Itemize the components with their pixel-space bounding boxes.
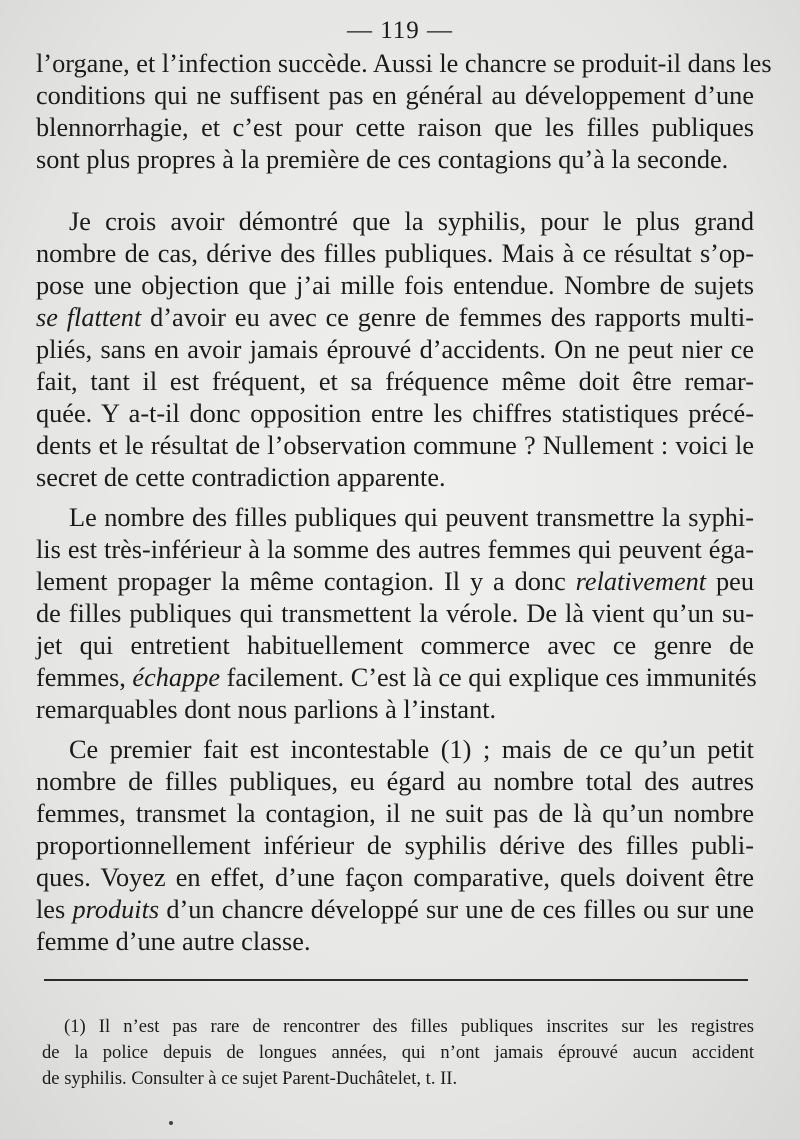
- footnote-separator: [44, 979, 748, 981]
- text-run: facilement. C’est là ce qui explique ces immunités: [220, 663, 757, 692]
- paragraph-4: [36, 734, 754, 958]
- footnote-line: de la police depuis de longues années, qui n’ont jamais éprouvé aucun accident: [42, 1042, 754, 1063]
- ink-speck: [169, 1121, 173, 1125]
- text-line: fait, tant il est fréquent, et sa fréquence même doit être remar-: [36, 367, 754, 396]
- italic-word: relativement: [575, 567, 707, 596]
- footnote-line: de syphilis. Consulter à ce sujet Parent-Duchâtelet, t. II.: [42, 1068, 458, 1089]
- text-line: lis est très-inférieur à la somme des autres femmes qui peuvent éga-: [36, 535, 754, 564]
- paragraph-spacer: [36, 494, 754, 502]
- text-line: femme d’une autre classe.: [36, 927, 311, 956]
- page-number: — 119 —: [346, 17, 454, 44]
- text-line: [36, 662, 757, 694]
- footnote-line: (1) Il n’est pas rare de rencontrer des filles publiques inscrites sur les registres: [64, 1016, 754, 1037]
- text-line: pose une objection que j’ai mille fois entendue. Nombre de sujets: [36, 271, 754, 300]
- text-line: de filles publiques qui transmettent la vérole. De là vient qu’un su-: [36, 599, 754, 628]
- text-line: [36, 302, 754, 334]
- text-line: secret de cette contradiction apparente.: [36, 463, 446, 492]
- text-line: [36, 894, 754, 926]
- text-line: jet qui entretient habituellement commerce avec ce genre de: [36, 631, 754, 660]
- footnote: [42, 1014, 754, 1092]
- paragraph-spacer: [36, 726, 754, 734]
- paragraph-1: [36, 48, 772, 176]
- text-run: d’un chancre développé sur une de ces filles ou sur une: [159, 895, 754, 924]
- text-run: les: [36, 895, 73, 924]
- paragraph-spacer: [36, 176, 754, 206]
- text-line: remarquables dont nous parlions à l’instant.: [36, 695, 497, 724]
- text-line: ques. Voyez en effet, d’une façon comparative, quels doivent être: [36, 863, 754, 892]
- text-line: Je crois avoir démontré que la syphilis, pour le plus grand: [69, 207, 754, 236]
- text-line: l’organe, et l’infection succède. Aussi le chancre se produit-il dans les: [36, 49, 772, 78]
- text-line: Ce premier fait est incontestable (1) ; mais de ce qu’un petit: [69, 735, 754, 764]
- text-line: sont plus propres à la première de ces contagions qu’à la seconde.: [36, 145, 729, 174]
- text-line: blennorrhagie, et c’est pour cette raison que les filles publiques: [36, 113, 754, 142]
- text-run: lement propager la même contagion. Il y a donc: [36, 567, 576, 596]
- text-line: femmes, transmet la contagion, il ne suit pas de là qu’un nombre: [36, 799, 754, 828]
- main-text: [36, 48, 772, 958]
- paragraph-2: [36, 206, 754, 494]
- text-run: peu: [706, 567, 754, 596]
- text-line: quée. Y a-t-il donc opposition entre les chiffres statistiques précé-: [36, 399, 754, 428]
- paragraph-3: [36, 502, 757, 726]
- italic-word: produits: [72, 895, 160, 924]
- text-line: nombre de filles publiques, eu égard au nombre total des autres: [36, 767, 754, 796]
- text-line: conditions qui ne suffisent pas en général au développement d’une: [36, 81, 754, 110]
- text-line: proportionnellement inférieur de syphilis dérive des filles publi-: [36, 831, 754, 860]
- text-run: d’avoir eu avec ce genre de femmes des rapports multi-: [141, 303, 754, 332]
- italic-word: échappe: [132, 663, 221, 692]
- text-line: nombre de cas, dérive des filles publiques. Mais à ce résultat s’op-: [36, 239, 754, 268]
- text-line: Le nombre des filles publiques qui peuvent transmettre la syphi-: [69, 503, 754, 532]
- italic-phrase: se flattent: [36, 303, 142, 332]
- text-line: [36, 566, 754, 598]
- text-run: femmes,: [36, 663, 133, 692]
- text-line: dents et le résultat de l’observation commune ? Nullement : voici le: [36, 431, 754, 460]
- text-line: pliés, sans en avoir jamais éprouvé d’accidents. On ne peut nier ce: [36, 335, 754, 364]
